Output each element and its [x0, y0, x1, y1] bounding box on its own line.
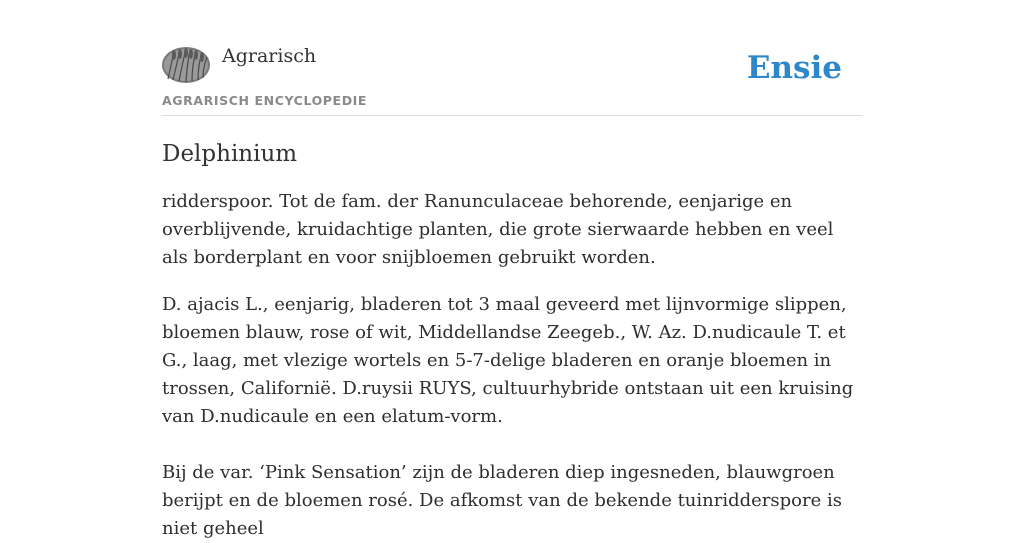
brand-logo-link[interactable]: Ensie: [746, 50, 842, 86]
article-paragraph: ridderspoor. Tot de fam. der Ranunculaceae behorende, eenjarige en overblijvende, kruidachtige planten, die grote sierwaarde hebben en veel als borderplant en voor snijbloemen gebruikt worden.: [162, 191, 834, 268]
site-subtitle: AGRARISCH ENCYCLOPEDIE: [162, 93, 368, 108]
wheat-logo-icon[interactable]: [162, 47, 210, 83]
site-header: [162, 0, 862, 116]
article-title: Delphinium: [162, 141, 298, 167]
page: [162, 0, 862, 539]
article-paragraph: Bij de var. ‘Pink Sensation’ zijn de bladeren diep ingesneden, blauwgroen berijpt en de bloemen rosé. De afkomst van de bekende tuinridderspore is niet geheel: [162, 462, 842, 539]
site-name[interactable]: Agrarisch: [222, 45, 317, 67]
article-paragraph: D. ajacis L., eenjarig, bladeren tot 3 maal geveerd met lijnvormige slippen, bloemen blauw, rose of wit, Middellandse Zeegeb., W. Az. D.nudicaule T. et G., laag, met vlezige wortels en 5-7-delige bladeren en oranje bloemen in trossen, Californië. D.ruysii RUYS, cultuurhybride ontstaan uit een kruising van D.nudicaule en een elatum-vorm.: [162, 294, 854, 427]
